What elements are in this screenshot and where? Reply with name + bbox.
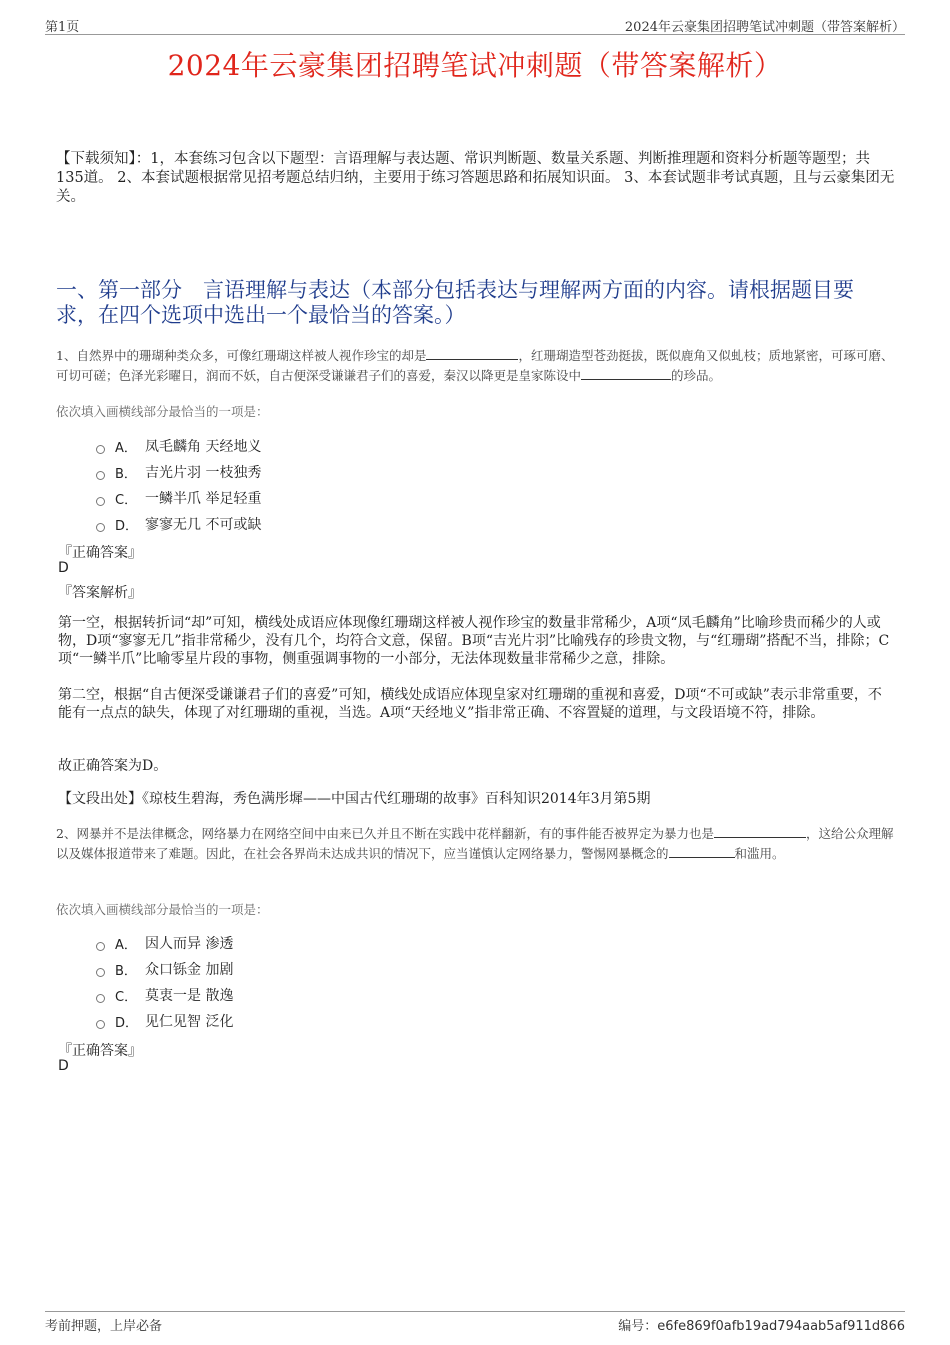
question-1-prompt: 依次填入画横线部分最恰当的一项是： bbox=[56, 404, 269, 419]
page-number: 第1页 bbox=[45, 20, 80, 35]
question-1-text: 1、自然界中的珊瑚种类众多，可像红珊瑚这样被人视作珍宝的却是 ，红珊瑚造型苍劲挺拔，既似鹿角又似虬枝；质地紧密，可琢可磨、可切可磋；色泽光彩曜日，润而不妖，自古便深受谦谦君子们的喜爱，秦汉以降更是皇家陈设中 的珍品。 bbox=[56, 348, 894, 383]
blank-2 bbox=[581, 367, 671, 380]
document-title: 2024年云豪集团招聘笔试冲刺题（带答案解析） bbox=[167, 49, 783, 82]
question-2-options bbox=[96, 930, 233, 1034]
radio-icon[interactable] bbox=[96, 994, 105, 1003]
source-citation: 【文段出处】《琼枝生碧海，秀色满彤墀——中国古代红珊瑚的故事》百科知识2014年3月第5期 bbox=[58, 791, 651, 807]
option-a[interactable]: A． 因人而异 渗透 bbox=[96, 930, 233, 956]
correct-answer-label: 『正确答案』 bbox=[58, 545, 142, 561]
radio-icon[interactable] bbox=[96, 1020, 105, 1029]
radio-icon[interactable] bbox=[96, 497, 105, 506]
footer-slogan: 考前押题，上岸必备 bbox=[45, 1319, 163, 1334]
blank-2 bbox=[669, 845, 735, 858]
option-d[interactable]: D． 寥寥无几 不可或缺 bbox=[96, 511, 261, 537]
download-notice: 【下载须知】：1，本套练习包含以下题型：言语理解与表达题、常识判断题、数量关系题、判断推理题和资料分析题等题型；共135道。 2、本套试题根据常见招考题总结归纳，主要用于练习答题思路和拓展知识面。 3、本套试题非考试真题，且与云豪集团无关。 bbox=[56, 151, 895, 205]
blank-1 bbox=[714, 825, 806, 838]
option-b[interactable]: B． 众口铄金 加剧 bbox=[96, 956, 233, 982]
radio-icon[interactable] bbox=[96, 523, 105, 532]
radio-icon[interactable] bbox=[96, 968, 105, 977]
footer-code: 编号：e6fe869f0afb19ad794aab5af911d866 bbox=[618, 1319, 905, 1334]
option-a[interactable]: A． 凤毛麟角 天经地义 bbox=[96, 433, 261, 459]
radio-icon[interactable] bbox=[96, 942, 105, 951]
analysis-paragraph-2: 第二空，根据“自古便深受谦谦君子们的喜爱”可知，横线处成语应体现皇家对红珊瑚的重视和喜爱，D项“不可或缺”表示非常重要，不能有一点点的缺失，体现了对红珊瑚的重视，当选。A项“天经地义”指非常正确、不容置疑的道理，与文段语境不符，排除。 bbox=[58, 687, 882, 721]
header-doc-title: 2024年云豪集团招聘笔试冲刺题（带答案解析） bbox=[624, 20, 905, 35]
correct-answer: D bbox=[58, 1058, 69, 1074]
option-c[interactable]: C． 一鳞半爪 举足轻重 bbox=[96, 485, 261, 511]
analysis-conclusion: 故正确答案为D。 bbox=[58, 758, 168, 774]
page-header bbox=[45, 14, 905, 35]
radio-icon[interactable] bbox=[96, 445, 105, 454]
analysis-label: 『答案解析』 bbox=[58, 585, 142, 601]
question-1-options bbox=[96, 433, 261, 537]
blank-1 bbox=[426, 347, 518, 360]
page-footer bbox=[45, 1311, 905, 1332]
correct-answer: D bbox=[58, 560, 69, 576]
option-b[interactable]: B． 吉光片羽 一枝独秀 bbox=[96, 459, 261, 485]
section-title: 一、第一部分 言语理解与表达（本部分包括表达与理解两方面的内容。请根据题目要求，在四个选项中选出一个最恰当的答案。） bbox=[56, 278, 854, 327]
option-c[interactable]: C． 莫衷一是 散逸 bbox=[96, 982, 233, 1008]
question-2-prompt: 依次填入画横线部分最恰当的一项是： bbox=[56, 902, 269, 917]
correct-answer-label: 『正确答案』 bbox=[58, 1043, 142, 1059]
question-2-text: 2、网暴并不是法律概念，网络暴力在网络空间中由来已久并且不断在实践中花样翻新，有的事件能否被界定为暴力也是 ，这给公众理解以及媒体报道带来了难题。因此，在社会各界尚未达成共识的情况下，应当谨慎认定网络暴力，警惕网暴概念的 和滥用。 bbox=[56, 826, 894, 861]
analysis-paragraph-1: 第一空，根据转折词“却”可知，横线处成语应体现像红珊瑚这样被人视作珍宝的数量非常稀少，A项“凤毛麟角”比喻珍贵而稀少的人或物，D项“寥寥无几”指非常稀少，没有几个，均符合文意，保留。B项“吉光片羽”比喻残存的珍贵文物，与“红珊瑚”搭配不当，排除；C项“一鳞半爪”比喻零星片段的事物，侧重强调事物的一小部分，无法体现数量非常稀少之意，排除。 bbox=[58, 615, 890, 667]
radio-icon[interactable] bbox=[96, 471, 105, 480]
option-d[interactable]: D． 见仁见智 泛化 bbox=[96, 1008, 233, 1034]
